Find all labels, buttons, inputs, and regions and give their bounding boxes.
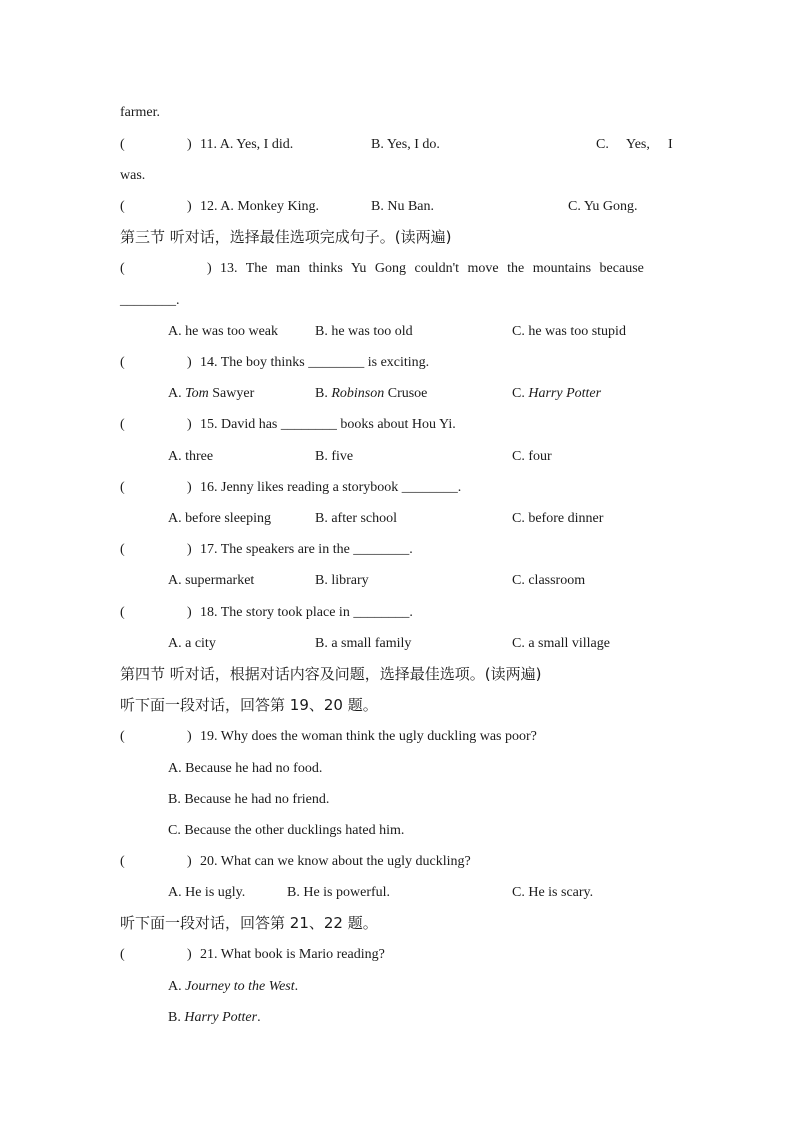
q19-option-c: C. Because the other ducklings hated him. <box>168 823 405 838</box>
q13-option-a: A. he was too weak <box>168 324 279 339</box>
q14-paren[interactable]: ( <box>120 355 125 370</box>
q21-option-a <box>168 978 298 996</box>
q11-option-c: C. <box>596 137 609 152</box>
q17-stem: 17. The speakers are in the ________. <box>200 542 413 557</box>
q11-option-c-cont: was. <box>120 168 146 183</box>
q17-option-c: C. classroom <box>512 573 586 588</box>
q14-option-c-letter: C. <box>512 386 525 401</box>
q15-stem: 15. David has ________ books about Hou Yi. <box>200 417 456 432</box>
q17-paren-close: ) <box>187 542 192 557</box>
q21-paren[interactable]: ( <box>120 947 125 962</box>
q11-option-b: B. Yes, I do. <box>371 137 440 152</box>
q19-paren[interactable]: ( <box>120 729 125 744</box>
q19-option-b: B. Because he had no friend. <box>168 792 330 807</box>
q16-option-a: A. before sleeping <box>168 511 272 526</box>
q20-paren-close: ) <box>187 854 192 869</box>
q21-stem: 21. What book is Mario reading? <box>200 947 385 962</box>
q21-option-a-title: Journey to the West <box>185 979 295 994</box>
q11-paren[interactable]: ( <box>120 137 125 152</box>
q16-stem: 16. Jenny likes reading a storybook ________. <box>200 480 462 495</box>
q21-option-a-period: . <box>294 979 299 994</box>
q16-option-c: C. before dinner <box>512 511 604 526</box>
q14-stem: 14. The boy thinks ________ is exciting. <box>200 355 430 370</box>
q15-option-a: A. three <box>168 449 214 464</box>
q16-option-b: B. after school <box>315 511 398 526</box>
q11-paren-close: ) <box>187 137 192 152</box>
q18-option-a: A. a city <box>168 636 216 651</box>
q21-option-a-letter: A. <box>168 979 182 994</box>
q20-paren[interactable]: ( <box>120 854 125 869</box>
q14-option-a <box>168 385 254 403</box>
q12-option-c: C. Yu Gong. <box>568 199 638 214</box>
q21-option-b <box>168 1009 261 1027</box>
q15-paren[interactable]: ( <box>120 417 125 432</box>
q12-paren-close: ) <box>187 199 192 214</box>
q18-stem: 18. The story took place in ________. <box>200 605 413 620</box>
q13-option-b: B. he was too old <box>315 324 413 339</box>
q11-option-c-word2: I <box>668 137 673 152</box>
q18-paren-close: ) <box>187 605 192 620</box>
q17-option-a: A. supermarket <box>168 573 255 588</box>
q21-option-b-period: . <box>257 1010 261 1025</box>
q18-paren[interactable]: ( <box>120 605 125 620</box>
q12-option-a: 12. A. Monkey King. <box>200 199 319 214</box>
q14-paren-close: ) <box>187 355 192 370</box>
q16-paren[interactable]: ( <box>120 480 125 495</box>
q15-option-c: C. four <box>512 449 552 464</box>
q15-paren-close: ) <box>187 417 192 432</box>
q14-option-c <box>512 385 601 403</box>
q18-option-c: C. a small village <box>512 636 610 651</box>
q20-option-b: B. He is powerful. <box>287 885 391 900</box>
q20-option-a: A. He is ugly. <box>168 885 246 900</box>
section-4-heading: 第四节 听对话，根据对话内容及问题，选择最佳选项。(读两遍) <box>120 665 542 683</box>
q11-option-c-word1: Yes, <box>626 137 650 152</box>
q20-stem: 20. What can we know about the ugly duckling? <box>200 854 471 869</box>
q14-option-c-title: Harry Potter <box>528 386 602 401</box>
q14-option-b-rest: Crusoe <box>387 386 428 401</box>
continued-text: farmer. <box>120 105 161 120</box>
section-3-heading: 第三节 听对话，选择最佳选项完成句子。(读两遍) <box>120 228 452 246</box>
dialogue-2-instruction: 听下面一段对话，回答第 21、22 题。 <box>120 914 378 932</box>
q14-option-a-rest: Sawyer <box>212 386 255 401</box>
q14-option-a-title: Tom <box>185 386 209 401</box>
q16-paren-close: ) <box>187 480 192 495</box>
q21-option-b-letter: B. <box>168 1010 181 1025</box>
q14-option-b <box>315 385 427 403</box>
q17-option-b: B. library <box>315 573 369 588</box>
q18-option-b: B. a small family <box>315 636 412 651</box>
q13-paren[interactable]: ( <box>120 261 125 276</box>
q12-paren[interactable]: ( <box>120 199 125 214</box>
q14-option-b-letter: B. <box>315 386 328 401</box>
q21-option-b-title: Harry Potter <box>184 1010 258 1025</box>
q13-blank: ________. <box>120 293 180 308</box>
q13-option-c: C. he was too stupid <box>512 324 626 339</box>
q11-option-a: 11. A. Yes, I did. <box>200 137 294 152</box>
q19-paren-close: ) <box>187 729 192 744</box>
q19-option-a: A. Because he had no food. <box>168 761 323 776</box>
q14-option-b-title: Robinson <box>331 386 385 401</box>
q13-stem: 13. The man thinks Yu Gong couldn't move the mountains because <box>220 261 644 276</box>
dialogue-1-instruction: 听下面一段对话，回答第 19、20 题。 <box>120 696 378 714</box>
q12-option-b: B. Nu Ban. <box>371 199 434 214</box>
q19-stem: 19. Why does the woman think the ugly duckling was poor? <box>200 729 537 744</box>
q20-option-c: C. He is scary. <box>512 885 594 900</box>
q14-option-a-letter: A. <box>168 386 182 401</box>
q15-option-b: B. five <box>315 449 354 464</box>
q21-paren-close: ) <box>187 947 192 962</box>
q17-paren[interactable]: ( <box>120 542 125 557</box>
q13-paren-close: ) <box>207 261 212 276</box>
